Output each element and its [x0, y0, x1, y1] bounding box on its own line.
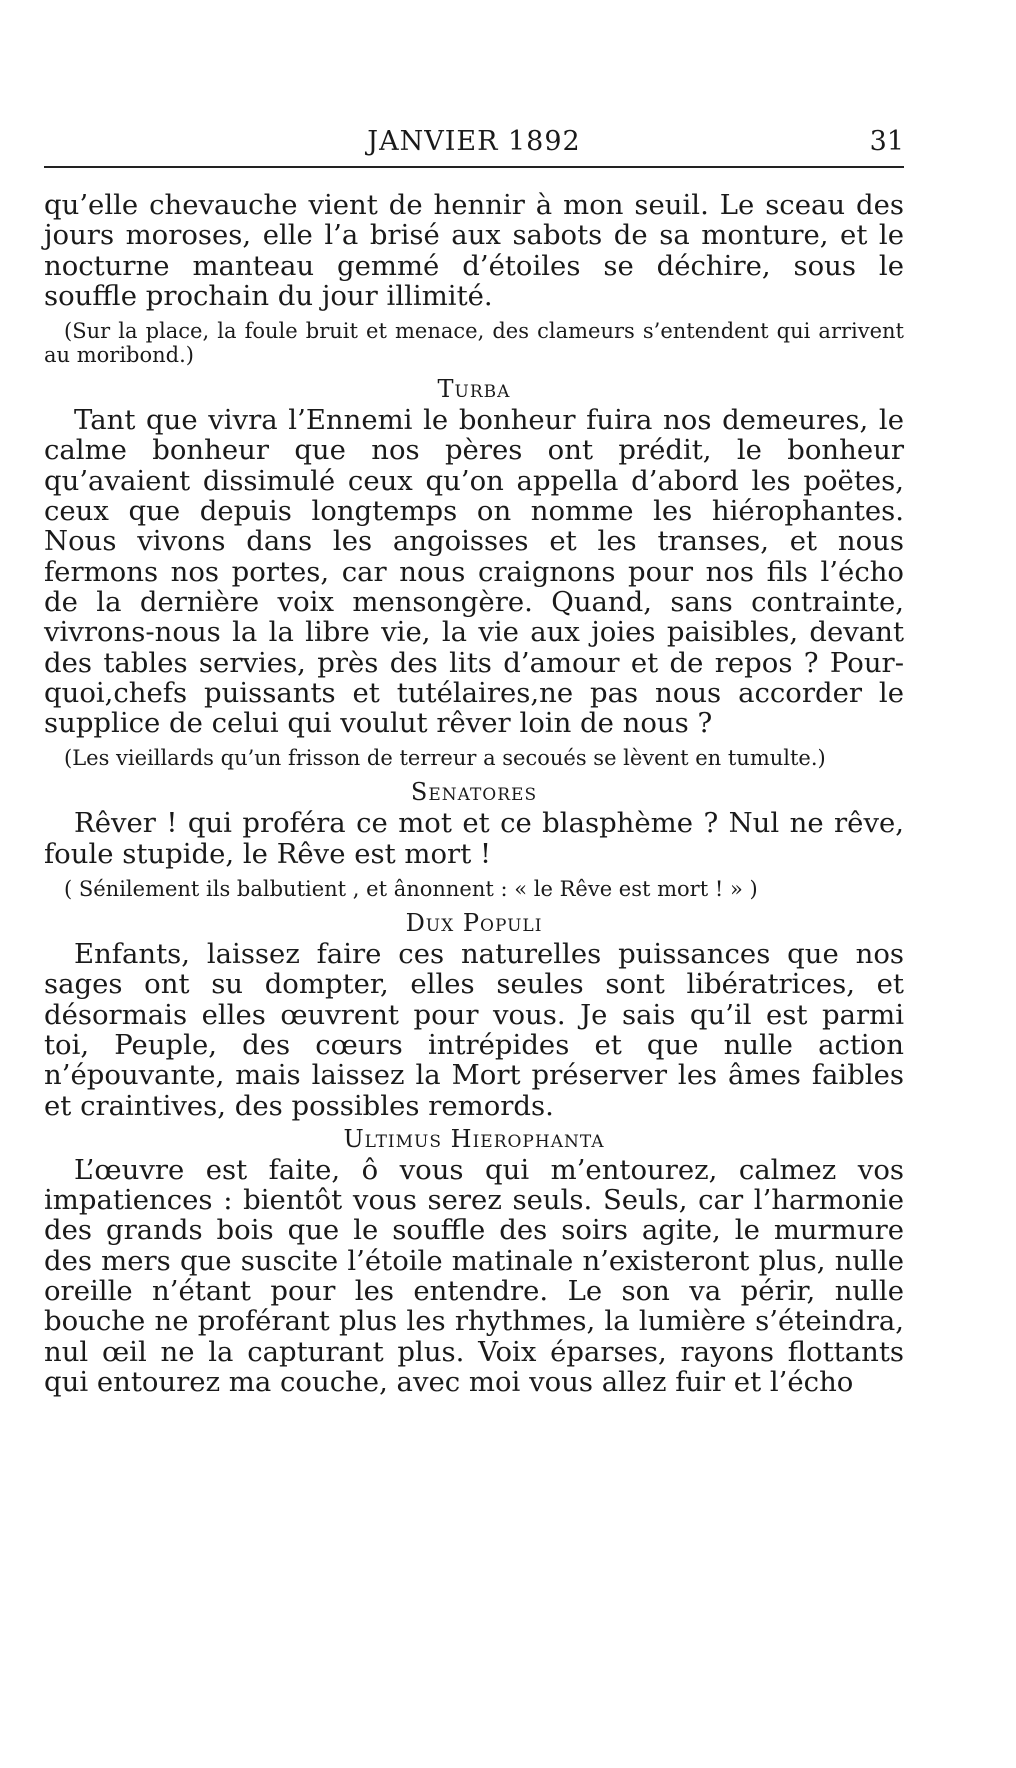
speaker-heading: Senatores	[410, 778, 538, 807]
body-text	[44, 190, 904, 1397]
speech-paragraph: Enfants, laissez faire ces naturelles puissances que nos sages ont su dompter, elles seules sont libératrices, et désormais elles œuvrent pour vous. Je sais qu’il est parmi toi, Peuple, des cœurs intrépides et que nulle action n’épouvante, mais laissez la Mort préserver les âmes faibles et craintives, des possibles remords.	[44, 938, 904, 1122]
speaker-heading: Turba	[437, 375, 511, 404]
speech-paragraph: Tant que vivra l’Ennemi le bonheur fuira nos demeures, le calme bonheur que nos pères ont prédit, le bonheur qu’avaient dissimulé ceux qu’on appella d’abord les poëtes, ceux que depuis longtemps on nomme les hiérophantes. Nous vivons dans les angoisses et les transes, et nous fermons nos portes, car nous craignons pour nos fils l’écho de la dernière voix mensongère. Quand, sans contrainte, vivrons-nous la la libre vie, la vie aux joies paisibles, devant des tables servies, près des lits d’amour et de repos ? Pourquoi,chefs puissants et tutélaires,ne pas nous accorder le supplice de celui qui voulut rêver loin de nous ?	[44, 404, 904, 740]
opening-paragraph: qu’elle chevauche vient de hennir à mon seuil. Le sceau des jours moroses, elle l’a brisé aux sabots de sa monture, et le nocturne manteau gemmé d’étoiles se déchire, sous le souffle prochain du jour illimité.	[44, 189, 904, 312]
stage-direction: ( Sénilement ils balbutient , et ânonnent : « le Rêve est mort ! » )	[64, 877, 758, 902]
stage-direction: (Sur la place, la foule bruit et menace, des clameurs s’entendent qui arrivent au moribond.)	[44, 319, 904, 368]
stage-direction: (Les vieillards qu’un frisson de terreur a secoués se lèvent en tumulte.)	[64, 746, 826, 771]
speaker-heading: Dux Populi	[405, 909, 543, 938]
speech-paragraph: L’œuvre est faite, ô vous qui m’entourez, calmez vos impatiences : bientôt vous serez seuls. Seuls, car l’harmonie des grands bois que le souffle des soirs agite, le murmure des mers que suscite l’étoile matinale n’existeront plus, nulle oreille n’étant pour les entendre. Le son va périr, nulle bouche ne proférant plus les rhythmes, la lumière s’éteindra, nul œil ne la capturant plus. Voix éparses, rayons flottants qui entourez ma couche, avec moi vous allez fuir et l’écho	[44, 1153, 904, 1398]
running-header	[44, 120, 904, 168]
speaker-heading: Ultimus Hierophanta	[343, 1124, 605, 1153]
book-page	[44, 120, 904, 1397]
speech-paragraph: Rêver ! qui proféra ce mot et ce blasphème ? Nul ne rêve, foule stupide, le Rêve est mort !	[44, 807, 904, 870]
page-number: 31	[869, 126, 904, 157]
running-title: JANVIER 1892	[367, 126, 581, 157]
